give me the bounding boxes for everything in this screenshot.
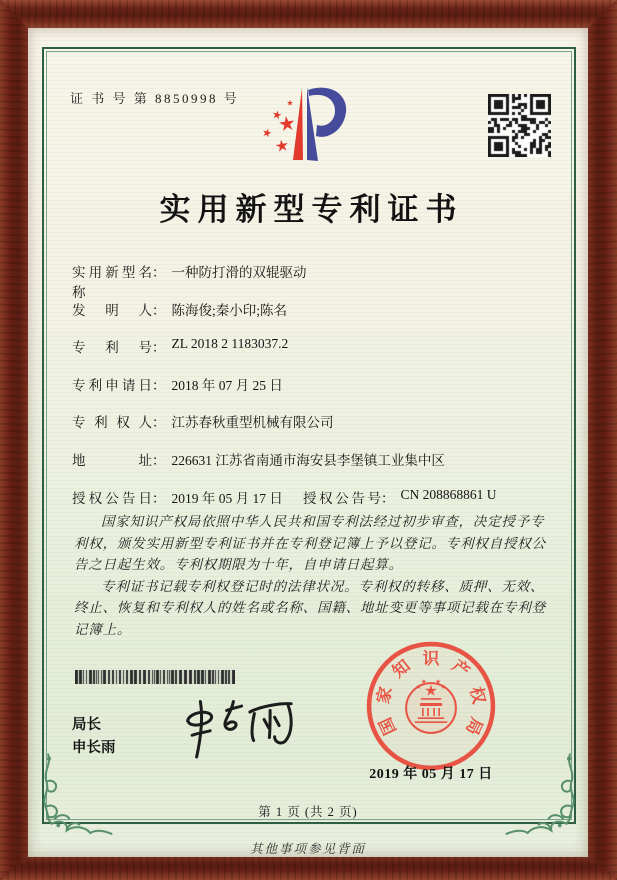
field-value: 2019 年 05 月 17 日 bbox=[171, 490, 283, 506]
seal-char: 局 bbox=[462, 714, 487, 738]
colon: ： bbox=[152, 340, 166, 356]
field-value: 一种防打滑的双辊驱动 bbox=[171, 265, 307, 280]
field-label: 专利权人 bbox=[72, 415, 152, 431]
wooden-frame-right bbox=[588, 0, 617, 880]
director-name: 申长雨 bbox=[72, 740, 116, 756]
seal-char: 国 bbox=[375, 714, 400, 738]
corner-flourish-icon bbox=[38, 746, 114, 844]
field-label: 发明人 bbox=[72, 302, 152, 318]
field-value: 226631 江苏省南通市海安县李堡镇工业集中区 bbox=[171, 452, 445, 468]
seal-char: 权 bbox=[466, 684, 489, 706]
field-row bbox=[72, 336, 558, 374]
page-number: 第 1 页 (共 2 页) bbox=[258, 805, 358, 819]
wooden-frame-bottom bbox=[0, 857, 617, 880]
field-value: CN 208868861 U bbox=[400, 486, 497, 502]
field-row bbox=[72, 299, 558, 337]
field-label: 专利申请日 bbox=[72, 377, 152, 393]
field-label: 授权公告日 bbox=[72, 490, 152, 506]
colon: ： bbox=[152, 265, 166, 280]
official-seal bbox=[365, 640, 497, 772]
field-row bbox=[72, 449, 558, 487]
legal-text bbox=[74, 511, 556, 641]
colon: ： bbox=[152, 415, 166, 431]
field-value: 2018 年 07 月 25 日 bbox=[171, 377, 283, 393]
field-value: 江苏春秋重型机械有限公司 bbox=[171, 415, 334, 431]
field-list bbox=[72, 261, 558, 524]
corner-flourish-icon bbox=[504, 746, 580, 844]
seal-char: 产 bbox=[448, 655, 474, 682]
field-label: 授权公告号 bbox=[303, 490, 381, 506]
colon: ： bbox=[152, 377, 166, 393]
handwritten-signature bbox=[174, 694, 304, 769]
field-row bbox=[72, 411, 558, 449]
seal-date: 2019 年 05 月 17 日 bbox=[369, 767, 493, 782]
field-row bbox=[72, 374, 558, 412]
seal-char: 识 bbox=[422, 648, 440, 668]
field-value: 陈海俊;秦小印;陈名 bbox=[171, 302, 288, 318]
wooden-frame-left bbox=[0, 0, 28, 880]
seal-char: 知 bbox=[388, 655, 414, 682]
qr-code bbox=[488, 94, 551, 157]
director-title: 局长 bbox=[72, 717, 101, 733]
field-row bbox=[72, 261, 558, 299]
grant-number-group bbox=[303, 487, 497, 507]
colon: ： bbox=[152, 452, 166, 468]
colon: ： bbox=[381, 490, 395, 506]
wooden-frame-top bbox=[0, 0, 617, 28]
field-value: ZL 2018 2 1183037.2 bbox=[171, 336, 289, 352]
seal-char: 家 bbox=[373, 684, 396, 706]
legal-paragraph: 专利证书记载专利权登记时的法律状况。专利权的转移、质押、无效、终止、恢复和专利权人的姓名或名称、国籍、地址变更等事项记载在专利登记簿上。 bbox=[74, 578, 546, 637]
field-label: 专利号 bbox=[72, 340, 152, 356]
colon: ： bbox=[152, 490, 166, 506]
certificate-page bbox=[28, 28, 588, 857]
legal-paragraph: 国家知识产权局依照中华人民共和国专利法经过初步审查，决定授予专利权，颁发实用新型专利证书并在专利登记簿上予以登记。专利权自授权公告之日起生效。专利权期限为十年，自申请日起算。 bbox=[74, 514, 546, 573]
certificate-title: 实用新型专利证书 bbox=[159, 192, 464, 227]
colon: ： bbox=[152, 302, 166, 318]
field-label: 实用新型名称 bbox=[72, 265, 152, 300]
certificate-number: 证 书 号 第 8850998 号 bbox=[70, 91, 240, 106]
back-side-note: 其他事项参见背面 bbox=[249, 842, 366, 856]
barcode bbox=[75, 670, 235, 684]
cnipa-patent-logo-icon bbox=[250, 82, 360, 187]
field-label: 地址 bbox=[72, 452, 152, 468]
